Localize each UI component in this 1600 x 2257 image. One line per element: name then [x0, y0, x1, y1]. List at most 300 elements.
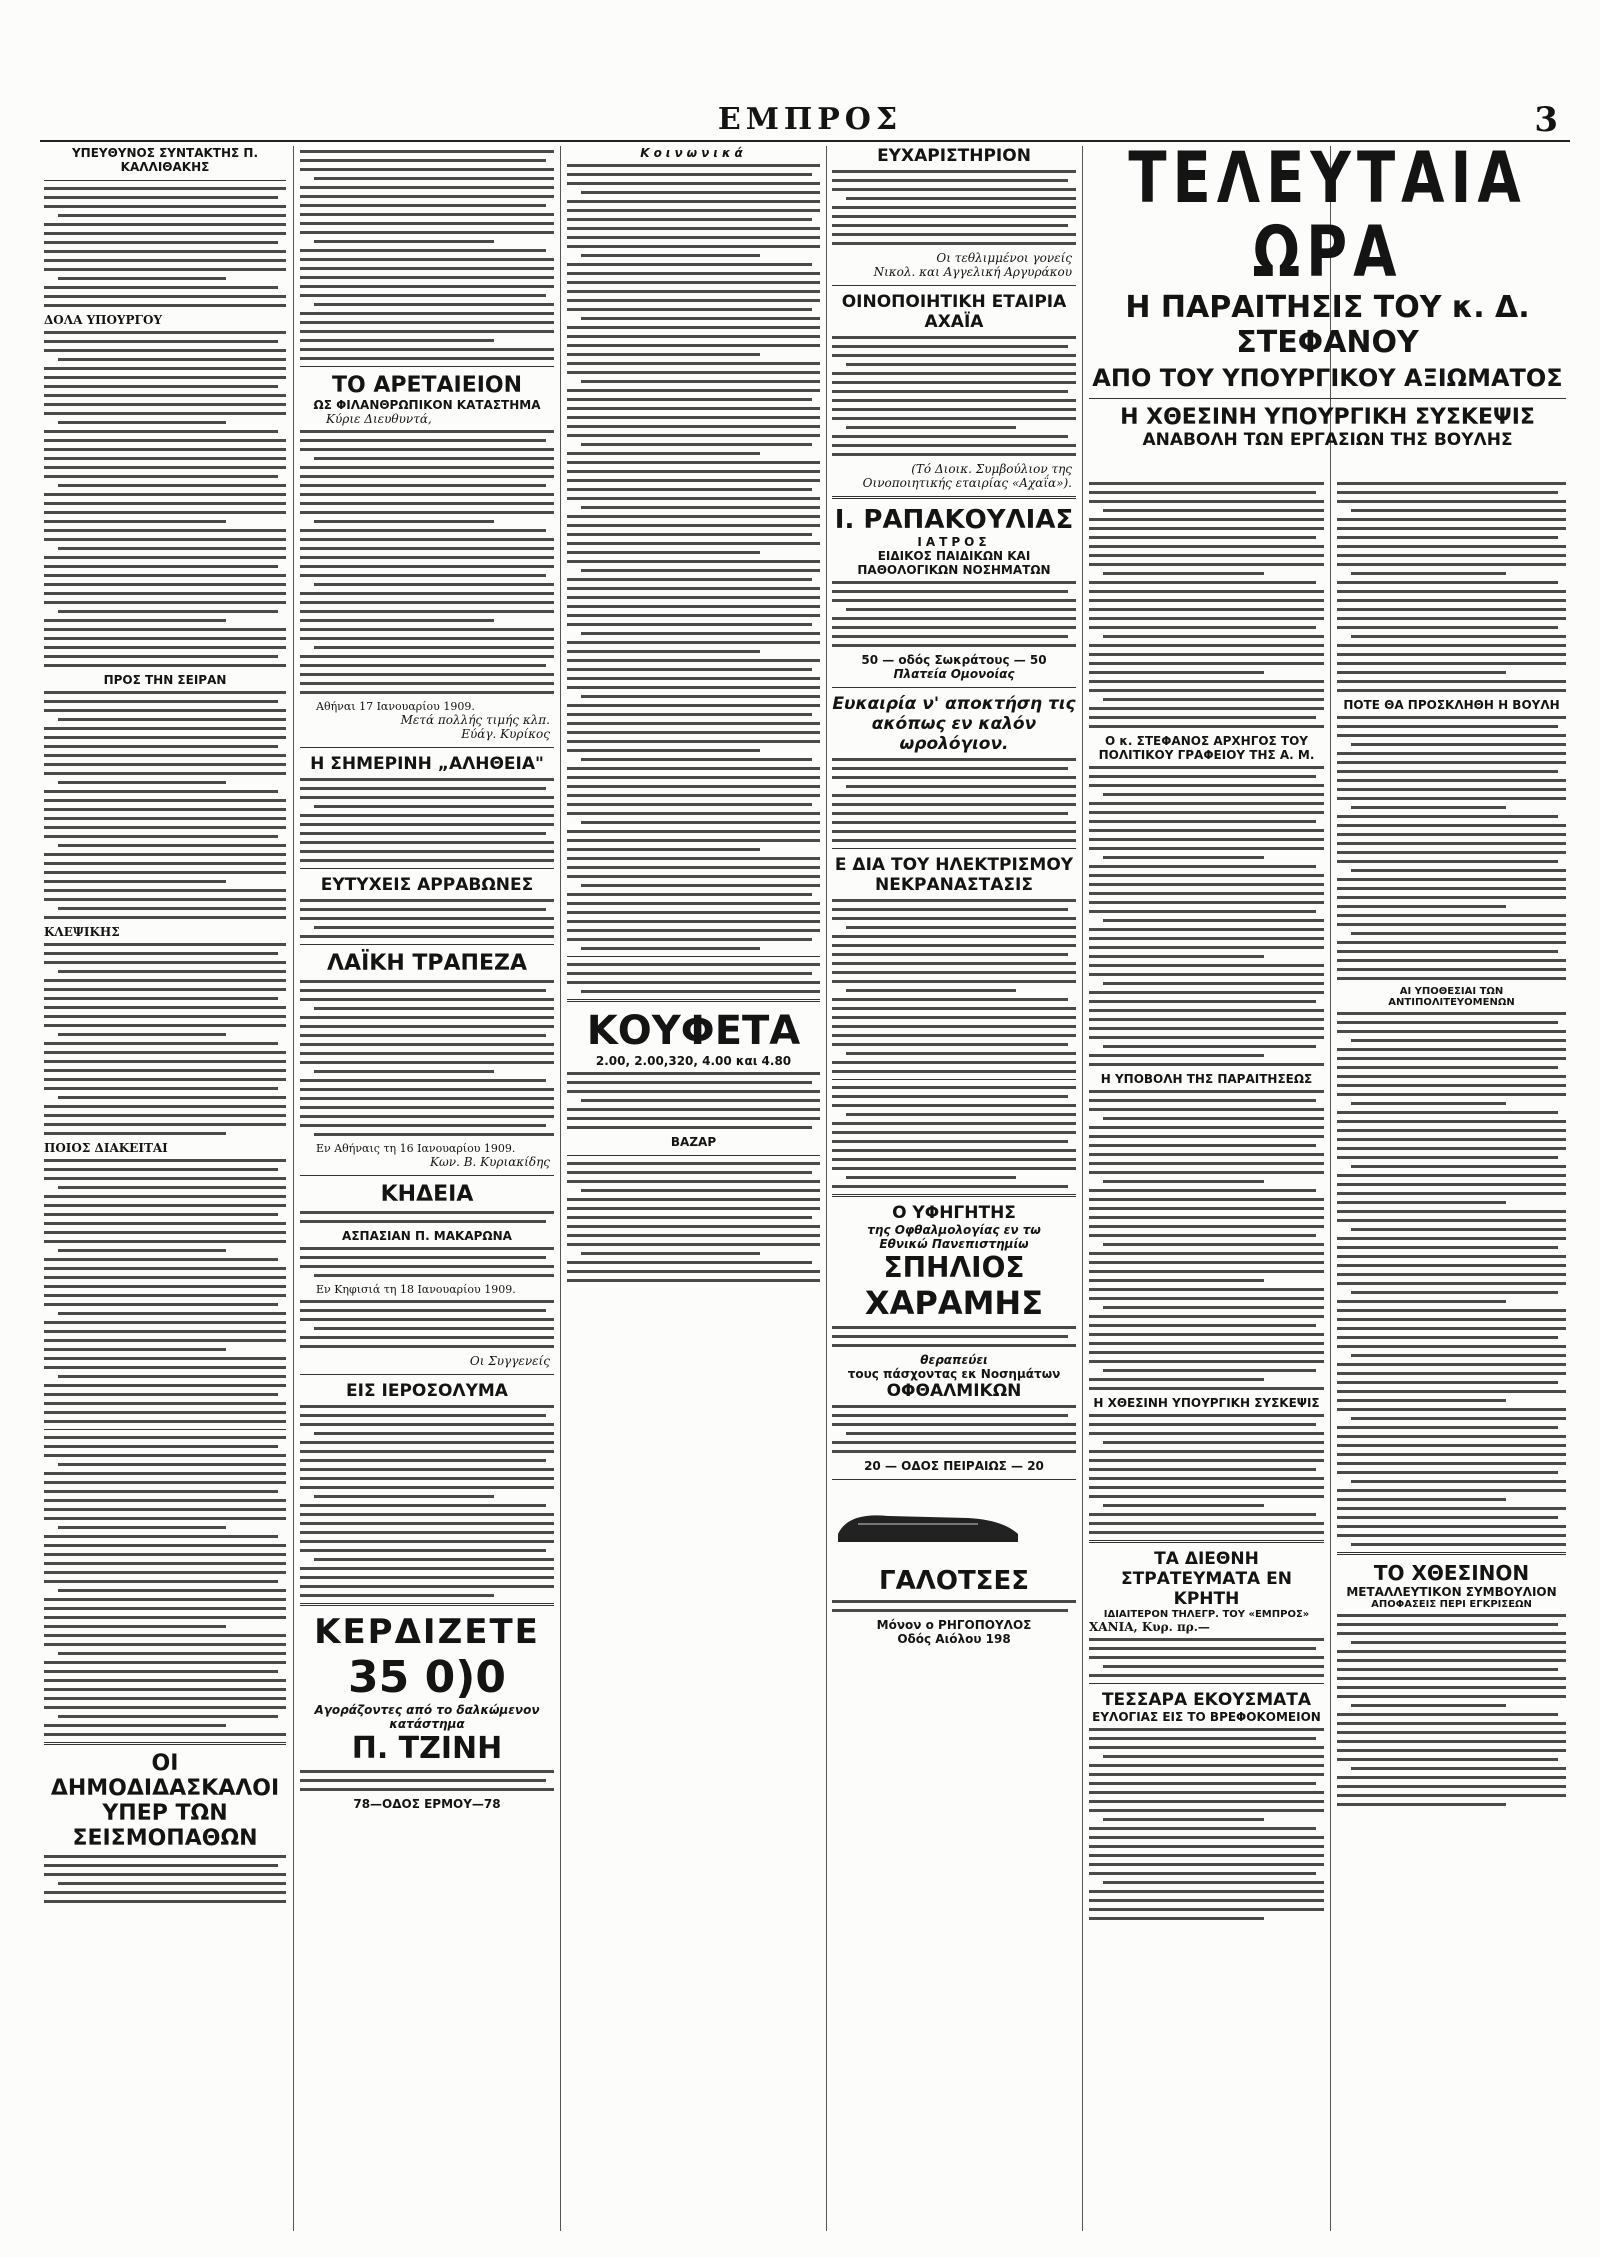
text-line	[1337, 1255, 1566, 1258]
text-line	[300, 841, 554, 844]
article-body	[300, 778, 554, 862]
headline: ΕΙΣ ΙΕΡΟΣΟΛΥΜΑ	[346, 1381, 508, 1401]
text-line	[567, 1090, 820, 1093]
headline: ΤΟ ΑΡΕΤΑΙΕΙΟΝ	[331, 373, 523, 398]
text-line	[567, 344, 820, 347]
article-body	[567, 164, 820, 950]
text-line	[1089, 1027, 1324, 1030]
text-line	[1089, 1890, 1324, 1893]
text-line	[1337, 1623, 1558, 1626]
text-line	[1089, 1126, 1324, 1129]
text-line	[846, 1432, 1076, 1435]
text-line	[44, 1616, 286, 1619]
text-line	[300, 1052, 554, 1055]
text-line	[1337, 608, 1566, 611]
text-line	[1089, 1171, 1324, 1174]
text-line	[1089, 491, 1316, 494]
text-line	[1337, 1713, 1558, 1716]
text-line	[1337, 1462, 1566, 1465]
article-body	[300, 1300, 554, 1348]
text-line	[44, 1321, 286, 1324]
text-line	[44, 475, 278, 478]
text-line	[300, 935, 554, 938]
text-line	[300, 1309, 546, 1312]
text-line	[44, 1366, 286, 1369]
text-line	[44, 700, 278, 703]
text-line	[1337, 1426, 1558, 1429]
text-line	[1351, 1767, 1566, 1770]
text-line	[1337, 950, 1558, 953]
text-line	[567, 227, 820, 230]
text-line	[300, 1097, 554, 1100]
text-line	[1089, 536, 1316, 539]
text-line	[567, 605, 820, 608]
text-line	[44, 376, 286, 379]
text-line	[832, 206, 1076, 209]
text-line	[44, 646, 286, 649]
article-body	[832, 336, 1076, 456]
text-line	[58, 1463, 286, 1466]
text-line	[44, 1159, 286, 1162]
text-line	[44, 268, 286, 271]
text-line	[44, 691, 286, 694]
text-line	[44, 1580, 278, 1583]
text-line	[300, 1594, 494, 1597]
text-line	[832, 1450, 1076, 1453]
text-line	[1337, 896, 1566, 899]
text-line	[1103, 509, 1324, 512]
text-line	[44, 1490, 278, 1493]
text-line	[1351, 1291, 1558, 1294]
headline: Ε ΔΙΑ ΤΟΥ ΗΛΕΚΤΡΙΣΜΟΥ ΝΕΚΡΑΝΑΣΤΑΣΙΣ	[834, 855, 1074, 895]
text-line	[300, 1016, 554, 1019]
text-line	[44, 1204, 286, 1207]
text-line	[567, 452, 760, 455]
text-line	[1337, 653, 1566, 656]
text-line	[1337, 734, 1566, 737]
text-line	[44, 826, 286, 829]
text-line	[1103, 635, 1324, 638]
text-line	[567, 1225, 820, 1228]
text-line	[581, 1189, 820, 1192]
text-line	[1337, 590, 1566, 593]
text-line	[44, 1607, 286, 1610]
sub-heading: Ο κ. ΣΤΕΦΑΝΟΣ ΑΡΧΗΓΟΣ ΤΟΥ ΠΟΛΙΤΙΚΟΥ ΓΡΑΦΕΙΟΥ ΤΗΣ Α. Μ.	[1098, 734, 1315, 762]
text-line	[1089, 608, 1324, 611]
text-line	[44, 412, 286, 415]
text-line	[567, 488, 812, 491]
text-line	[44, 250, 286, 253]
text-line	[1089, 1342, 1324, 1345]
headline: ΕΥΧΑΡΙΣΤΗΡΙΟΝ	[877, 146, 1031, 166]
text-line	[44, 763, 286, 766]
text-line	[44, 799, 286, 802]
sub-heading: ΠΡΟΣ ΤΗΝ ΣΕΙΡΑΝ	[103, 673, 227, 687]
ad-text: Αγοράζοντες από το δαλκώμενον κατάστημα	[314, 1703, 540, 1731]
text-line	[1337, 1668, 1558, 1671]
text-line	[1089, 1468, 1316, 1471]
article-body	[300, 1405, 554, 1597]
text-line	[44, 295, 286, 298]
text-line	[300, 1345, 554, 1348]
text-line	[567, 299, 820, 302]
text-line	[567, 461, 820, 464]
text-line	[832, 971, 1076, 974]
text-line	[1103, 572, 1264, 575]
text-line	[44, 556, 286, 559]
text-line	[1351, 1417, 1566, 1420]
text-line	[1337, 1794, 1566, 1797]
text-line	[1337, 1516, 1558, 1519]
text-line	[581, 947, 760, 950]
column-divider	[826, 146, 827, 2231]
column-6	[1333, 478, 1570, 2231]
sub-heading: Η ΥΠΟΒΟΛΗ ΤΗΣ ΠΑΡΑΙΤΗΣΕΩΣ	[1100, 1072, 1313, 1086]
text-line	[44, 1168, 278, 1171]
text-line	[44, 637, 286, 640]
text-line	[567, 335, 820, 338]
text-line	[1337, 1174, 1566, 1177]
text-line	[300, 1441, 554, 1444]
text-line	[567, 1261, 812, 1264]
ad-address: 78—ΟΔΟΣ ΕΡΜΟΥ—78	[353, 1797, 501, 1811]
text-line	[832, 758, 1076, 761]
article-body	[300, 430, 554, 694]
text-line	[1089, 680, 1324, 683]
text-line	[581, 1252, 760, 1255]
text-line	[567, 623, 812, 626]
text-line	[567, 839, 820, 842]
text-line	[58, 718, 286, 721]
text-line	[1337, 1147, 1566, 1150]
text-line	[300, 1567, 554, 1570]
text-line	[1103, 919, 1324, 922]
text-line	[567, 902, 820, 905]
text-line	[44, 493, 286, 496]
text-line	[832, 417, 1076, 420]
text-line	[1089, 1746, 1324, 1749]
column-1	[40, 146, 290, 2231]
ad-merchant: Π. ΤΖΙΝΗ	[351, 1731, 503, 1766]
text-line	[1089, 1207, 1324, 1210]
text-line	[44, 1078, 286, 1081]
headline: ΕΥΤΥΧΕΙΣ ΑΡΡΑΒΩΝΕΣ	[320, 875, 534, 895]
text-line	[44, 241, 278, 244]
text-line	[44, 1535, 278, 1538]
text-line	[44, 1445, 278, 1448]
text-line	[44, 1051, 286, 1054]
text-line	[300, 222, 554, 225]
text-line	[300, 1468, 554, 1471]
text-line	[567, 614, 820, 617]
text-line	[44, 862, 286, 865]
article-body	[832, 899, 1076, 1073]
text-line	[58, 1186, 286, 1189]
text-line	[567, 938, 812, 941]
text-line	[1089, 1315, 1324, 1318]
text-line	[1337, 1489, 1566, 1492]
text-line	[1089, 1674, 1324, 1677]
text-line	[567, 830, 820, 833]
text-line	[300, 899, 554, 902]
text-line	[1089, 1737, 1316, 1740]
text-line	[832, 435, 1068, 438]
text-line	[1351, 509, 1566, 512]
text-line	[1351, 635, 1566, 638]
text-line	[1337, 1390, 1566, 1393]
text-line	[567, 362, 820, 365]
side-heading: ΚΛΕΨΙΚΗΣ	[44, 925, 120, 939]
text-line	[44, 565, 278, 568]
text-line	[1337, 1758, 1558, 1761]
text-line	[567, 173, 812, 176]
text-line	[1089, 644, 1324, 647]
text-line	[1337, 797, 1566, 800]
text-line	[832, 1185, 1068, 1188]
text-line	[300, 1788, 554, 1791]
text-line	[1337, 1408, 1566, 1411]
text-line	[1337, 527, 1566, 530]
text-line	[314, 1070, 494, 1073]
article-body	[44, 331, 286, 667]
text-line	[300, 823, 554, 826]
text-line	[1089, 766, 1324, 769]
article-body	[44, 1855, 286, 1903]
text-line	[44, 439, 286, 442]
text-line	[567, 272, 820, 275]
ad-store: ΒΑΖΑΡ	[670, 1135, 717, 1149]
text-line	[1089, 1827, 1316, 1830]
ad-percent: 35 0)0	[348, 1652, 506, 1703]
text-line	[44, 871, 286, 874]
text-line	[567, 1198, 820, 1201]
text-line	[44, 502, 286, 505]
text-line	[1089, 1423, 1316, 1426]
text-line	[567, 731, 820, 734]
text-line	[300, 249, 546, 252]
text-line	[300, 1025, 554, 1028]
text-line	[567, 281, 820, 284]
text-line	[44, 1069, 286, 1072]
text-line	[300, 258, 554, 261]
text-line	[1337, 833, 1566, 836]
dateline: Εν Κηφισιά τη 18 Ιανουαρίου 1909.	[316, 1283, 516, 1296]
article-body	[832, 1405, 1076, 1453]
text-line	[300, 832, 546, 835]
text-line	[567, 650, 760, 653]
text-line	[567, 1243, 820, 1246]
text-line	[44, 583, 286, 586]
column-divider	[560, 146, 561, 2231]
text-line	[1351, 1102, 1506, 1105]
text-line	[1337, 1722, 1566, 1725]
text-line	[832, 1086, 1076, 1089]
text-line	[1337, 1129, 1566, 1132]
text-line	[300, 574, 546, 577]
doctor-name: ΣΠΗΛΙΟΣ	[883, 1251, 1025, 1284]
text-line	[300, 989, 546, 992]
text-line	[832, 998, 1068, 1001]
page-number: 3	[1534, 100, 1558, 140]
text-line	[44, 1706, 286, 1709]
text-line	[44, 1132, 226, 1135]
text-line	[300, 475, 554, 478]
text-line	[567, 164, 820, 167]
text-line	[1089, 1531, 1324, 1534]
text-line	[1337, 878, 1566, 881]
text-line	[1337, 1695, 1566, 1698]
text-line	[44, 1499, 286, 1502]
text-line	[300, 1522, 554, 1525]
text-line	[567, 812, 820, 815]
text-line	[1351, 1543, 1566, 1546]
text-line	[1089, 1459, 1324, 1462]
text-line	[1089, 1899, 1324, 1902]
article-body	[44, 1159, 286, 1423]
text-line	[314, 1558, 554, 1561]
text-line	[44, 655, 278, 658]
text-line	[832, 830, 1076, 833]
text-line	[567, 1072, 820, 1075]
text-line	[1337, 626, 1558, 629]
text-line	[300, 150, 554, 153]
text-line	[1103, 793, 1324, 796]
text-line	[1089, 1279, 1264, 1282]
text-line	[1089, 892, 1324, 895]
text-line	[1089, 1288, 1324, 1291]
dateline: Αθήναι 17 Ιανουαρίου 1909.	[316, 700, 475, 713]
text-line	[300, 502, 554, 505]
text-line	[300, 1247, 554, 1250]
text-line	[567, 659, 820, 662]
text-line	[567, 713, 812, 716]
galosh-illustration	[828, 1494, 1028, 1554]
text-line	[567, 326, 820, 329]
text-line	[300, 1336, 554, 1339]
text-line	[1337, 914, 1566, 917]
text-line	[1337, 1776, 1566, 1779]
text-line	[581, 758, 812, 761]
text-line	[1351, 932, 1566, 935]
text-line	[44, 808, 286, 811]
article-body	[567, 1072, 820, 1129]
article-body	[44, 1436, 286, 1736]
text-line	[1089, 1773, 1324, 1776]
text-line	[44, 1276, 286, 1279]
text-line	[1351, 1165, 1566, 1168]
text-line	[1337, 1237, 1566, 1240]
text-line	[1337, 491, 1558, 494]
text-line	[44, 394, 286, 397]
text-line	[1089, 482, 1324, 485]
text-line	[300, 610, 554, 613]
text-line	[1337, 581, 1558, 584]
text-line	[832, 188, 1076, 191]
text-line	[44, 601, 286, 604]
text-line	[832, 1122, 1076, 1125]
text-line	[581, 254, 760, 257]
text-line	[567, 641, 820, 644]
text-line	[1337, 1012, 1566, 1015]
text-line	[832, 899, 1076, 902]
text-line	[1337, 968, 1566, 971]
text-line	[832, 1149, 1076, 1152]
text-line	[1337, 1030, 1566, 1033]
ad-text: της Οφθαλμολογίας εν τω	[867, 1223, 1041, 1237]
text-line	[300, 859, 554, 862]
text-line	[1089, 1333, 1324, 1336]
text-line	[300, 285, 554, 288]
text-line	[567, 1234, 820, 1237]
text-line	[581, 990, 820, 993]
text-line	[58, 1589, 286, 1592]
text-line	[832, 233, 1076, 236]
text-line	[44, 1339, 286, 1342]
text-line	[58, 1033, 226, 1036]
article-body	[300, 150, 554, 360]
text-line	[300, 1061, 554, 1064]
text-line	[300, 1770, 554, 1773]
ad-text: θεραπεύει	[920, 1353, 988, 1367]
text-line	[581, 317, 820, 320]
text-line	[1103, 1441, 1324, 1444]
text-line	[567, 416, 820, 419]
text-line	[1337, 1138, 1566, 1141]
text-line	[44, 1571, 286, 1574]
text-line	[44, 1348, 226, 1351]
text-line	[300, 1124, 546, 1127]
text-line	[1337, 1471, 1558, 1474]
text-line	[58, 547, 286, 550]
sub-heading: ΑΠΟΦΑΣΕΙΣ ΠΕΡΙ ΕΓΚΡΙΣΕΩΝ	[1371, 1599, 1532, 1610]
text-line	[300, 312, 554, 315]
text-line	[1089, 1090, 1324, 1093]
text-line	[1337, 941, 1566, 944]
article-body	[44, 187, 286, 307]
text-line	[832, 399, 1076, 402]
text-line	[567, 551, 760, 554]
ad-headline: ΚΕΡΔΙΖΕΤΕ	[314, 1612, 540, 1652]
text-line	[44, 853, 286, 856]
headline: ΚΗΔΕΙΑ	[380, 1182, 474, 1207]
ad-address: 20 — ΟΔΟΣ ΠΕΙΡΑΙΩΣ — 20	[864, 1459, 1044, 1473]
text-line	[300, 1504, 546, 1507]
text-line	[44, 1357, 286, 1360]
text-line	[44, 1508, 286, 1511]
text-line	[44, 1891, 286, 1894]
text-line	[567, 200, 820, 203]
text-line	[44, 1454, 286, 1457]
text-line	[300, 484, 546, 487]
ad-headline: ΚΟΥΦΕΤΑ	[586, 1008, 801, 1054]
text-line	[1337, 815, 1558, 818]
text-line	[44, 205, 286, 208]
text-line	[300, 294, 546, 297]
text-line	[314, 926, 554, 929]
text-line	[832, 242, 1076, 245]
text-line	[44, 1087, 278, 1090]
text-line	[300, 814, 554, 817]
text-line	[581, 821, 820, 824]
text-line	[1337, 1309, 1566, 1312]
article-body	[1337, 716, 1566, 980]
text-line	[1351, 1228, 1566, 1231]
text-line	[300, 682, 554, 685]
text-line	[300, 267, 554, 270]
text-line	[1337, 1498, 1506, 1501]
text-line	[1089, 1638, 1324, 1641]
text-line	[44, 817, 286, 820]
